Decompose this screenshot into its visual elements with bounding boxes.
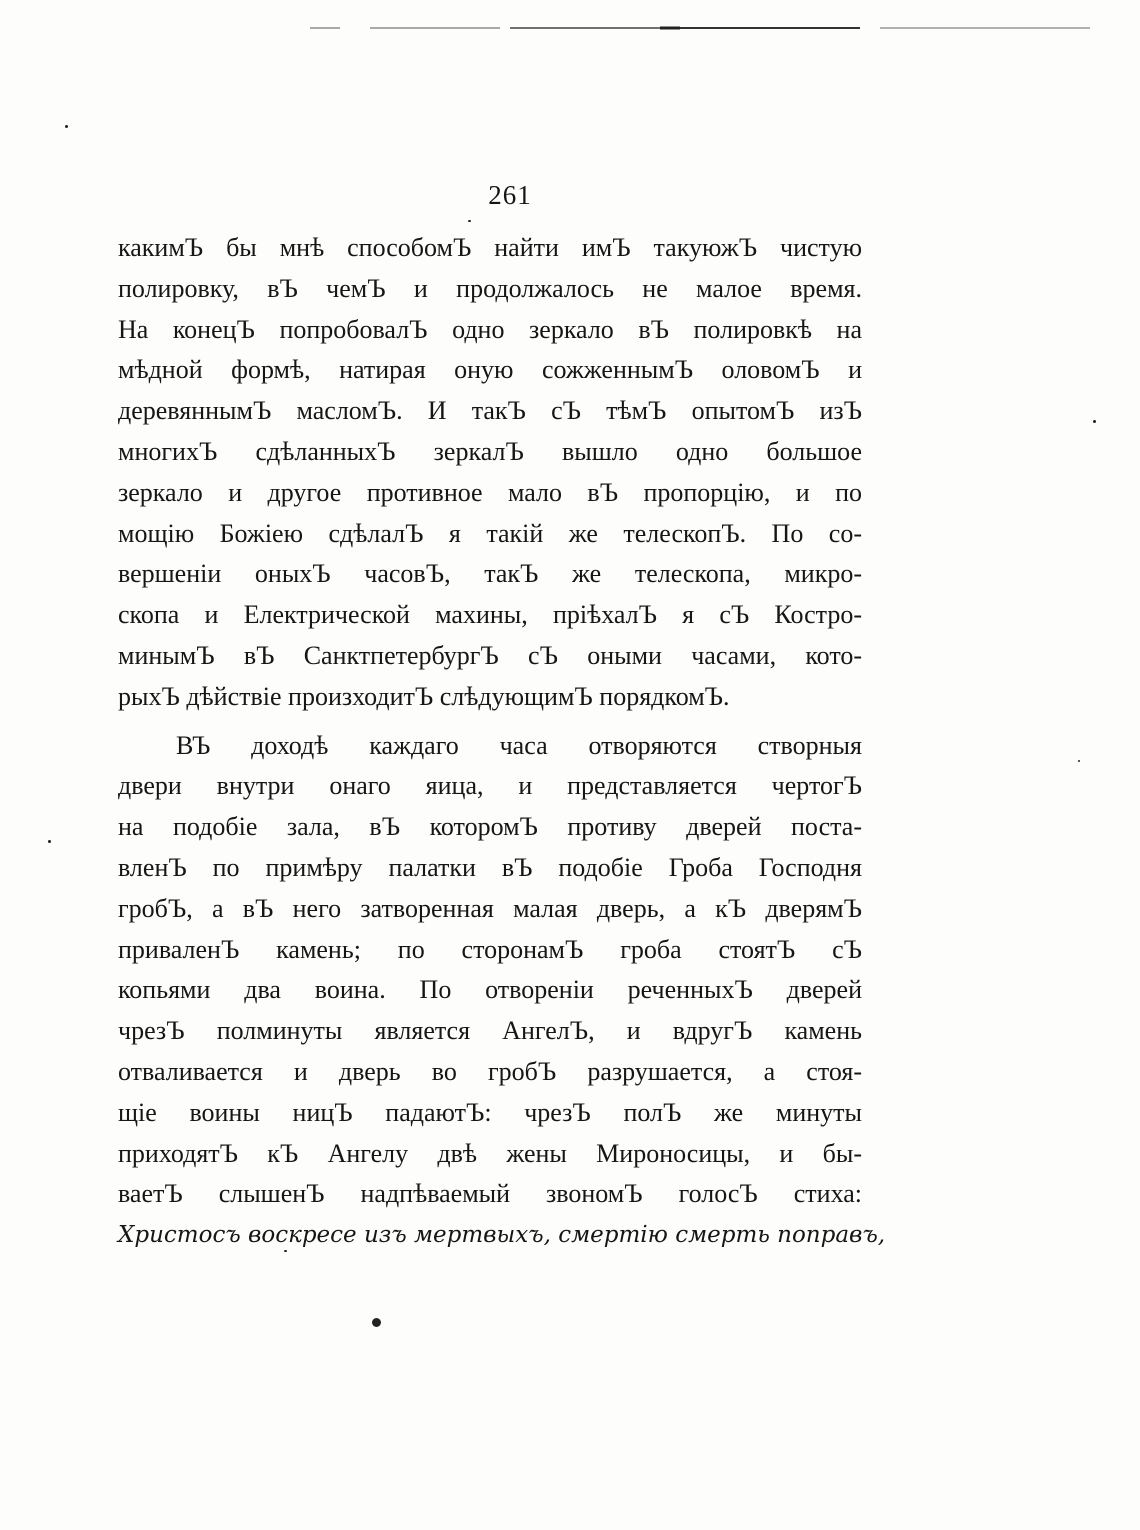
text-line: какимЪ бы мнѣ способомЪ найти имЪ такуюжЪ чистую <box>118 233 862 262</box>
ink-speck <box>48 840 51 843</box>
text-line: на подобіе зала, вЪ которомЪ противу дверей поста- <box>118 812 862 842</box>
text-line: многихЪ сдѣланныхЪ зеркалЪ вышло одно большое <box>118 436 862 466</box>
text-line: копьями два воина. По отвореніи реченныхЪ дверей <box>118 975 862 1005</box>
text-line: двери внутри онаго яица, и представляется чертогЪ <box>118 771 862 801</box>
text-line: полировку, вЪ чемЪ и продолжалось не малое время. <box>118 273 862 303</box>
text-line: приваленЪ камень; по сторонамЪ гроба стоятЪ сЪ <box>118 934 862 964</box>
text-line: вленЪ по примѣру палатки вЪ подобіе Гроба Господня <box>118 852 862 882</box>
text-line: мощію Божіею сдѣлалЪ я такій же телескопЪ. По со- <box>118 518 862 548</box>
ink-speck <box>65 125 68 128</box>
text-line: зеркало и другое противное мало вЪ пропорцію, и по <box>118 477 862 507</box>
text-line: минымЪ вЪ СанктпетербургЪ сЪ оными часами, кото- <box>118 640 862 670</box>
text-line: щіе воины ницЪ падаютЪ: чрезЪ полЪ же минуты <box>118 1097 862 1127</box>
ink-speck <box>1078 760 1080 762</box>
page-number: 261 <box>488 180 532 210</box>
text-line: рыхЪ дѣйствіе произходитЪ слѣдующимЪ порядкомЪ. <box>118 681 730 711</box>
text-line: вершеніи оныхЪ часовЪ, такЪ же телескопа, микро- <box>118 559 862 589</box>
text-line: деревяннымЪ масломЪ. И такЪ сЪ тѣмЪ опытомЪ изЪ <box>118 396 862 426</box>
ink-speck <box>468 220 471 222</box>
text-line: На конецЪ попробовалЪ одно зеркало вЪ полировкѣ на <box>118 314 862 344</box>
text-body <box>118 228 886 1256</box>
ink-speck <box>284 1250 287 1252</box>
text-line: скопа и Електрической махины, пріѣхалЪ я сЪ Костро- <box>118 600 862 630</box>
text-line: ваетЪ слышенЪ надпѣваемый звономЪ голосЪ стиха: <box>118 1179 862 1209</box>
ink-speck <box>1093 420 1096 423</box>
ink-speck <box>372 1318 381 1327</box>
italic-verse-line: Христосъ воскресе изъ мертвыхъ, смертію смерть поправъ, <box>118 1222 886 1249</box>
text-line: мѣдной формѣ, натирая оную сожженнымЪ оловомЪ и <box>118 355 862 385</box>
text-line: ВЪ доходѣ каждаго часа отворяются створныя <box>176 730 862 760</box>
paragraph-1 <box>118 228 862 718</box>
text-line: гробЪ, а вЪ него затворенная малая дверь, а кЪ дверямЪ <box>118 893 862 923</box>
text-line: приходятЪ кЪ Ангелу двѣ жены Мироносицы, и бы- <box>118 1138 862 1168</box>
text-line: чрезЪ полминуты является АнгелЪ, и вдругЪ камень <box>118 1016 862 1046</box>
top-rule <box>300 24 1100 32</box>
paragraph-2 <box>118 726 886 1256</box>
text-line: отваливается и дверь во гробЪ разрушается, а стоя- <box>118 1056 862 1086</box>
